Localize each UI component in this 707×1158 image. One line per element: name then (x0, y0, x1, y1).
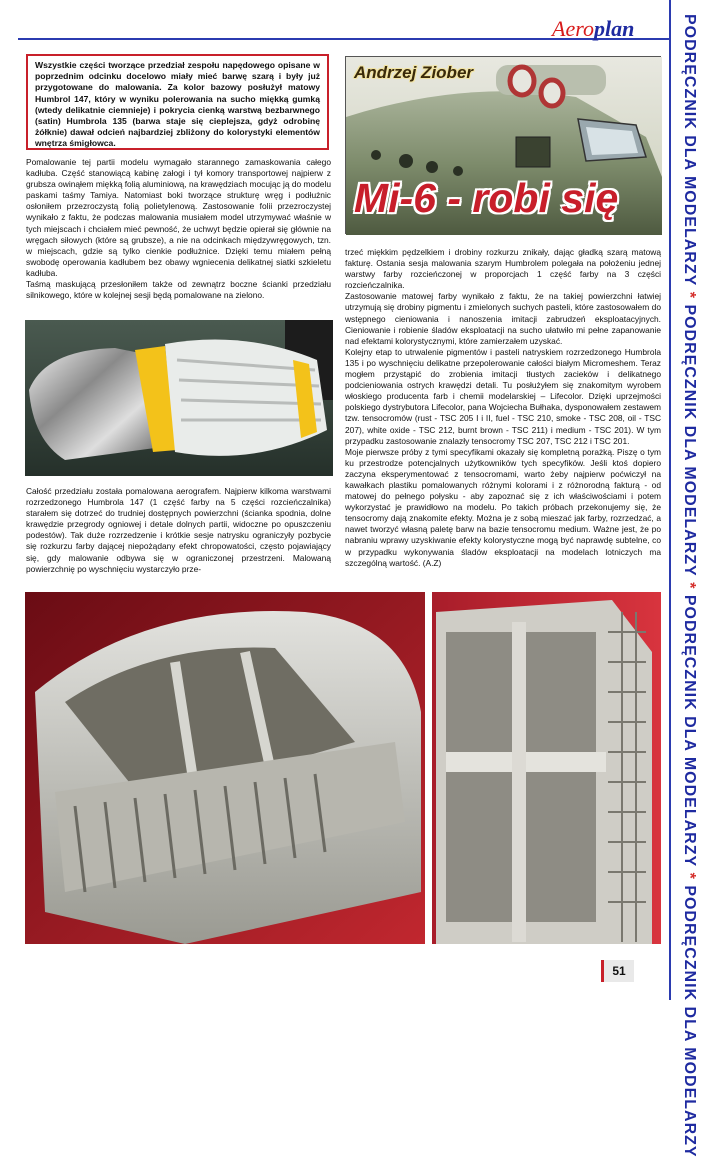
side-banner-text: PODRĘCZNIK DLA MODELARZY (681, 14, 698, 287)
left-column-text (26, 157, 331, 319)
masked-model-image (25, 320, 333, 476)
paragraph: Moje pierwsze próby z tymi specyfikami okazały się kompletną porażką. Piszę o tym ku przestrodze potencjalnych użytkowników tych specyfików. Jeśli ktoś dopiero zaczyna eksperymentować z tensocromami, warto żeby najpierw poćwiczył na kawałkach plastiku pomalowanych różnymi kolorami i z różnorodną fakturą - od matowej do pełnego połysku - aby zapoznać się z ich właściwościami i potem wykorzystać je prawidłowo na modelu. Po takich próbach przekonujemy się, że tensocromy dają znakomite efekty. Można je z sobą mieszać jak farby, rozrzedzać, a nawet tworzyć własną paletę barw na bazie tensocromu medium. Ważne jest, że po nabraniu wprawy uzyskiwanie efekty kolorystyczne mogą być naprawdę subtelne, co w przypadku wykonywania śladów eksploatacji na modelach lotniczych ma szczególną wartość. (A.Z) (345, 446, 661, 568)
side-banner-separator: * (681, 291, 698, 299)
interior-photo-left (25, 592, 425, 944)
bulkhead-interior-image (432, 592, 661, 944)
author-name: Andrzej Ziober (354, 63, 474, 82)
painted-interior-image (25, 592, 425, 944)
right-column-text (345, 247, 661, 577)
logo-plan: plan (593, 16, 635, 41)
article-title: Mi-6 - robi się (354, 175, 619, 221)
side-rule (669, 0, 671, 1000)
intro-box: Wszystkie części tworzące przedział zespołu napędowego opisane w poprzednim odcinku docelowo miały mieć barwę szarą i były już przygotowane do malowania. Za kolor bazowy posłużył matowy Humbrol 147, który w wyniku polerowania na sucho miękką gumką (wtedy delikatnie ciemnieje) i pokrycia cienką warstwą bezbarwnego (satin) Humbrola 135 (barwa staje się cieplejsza, gdyż odrobinę żółknie) dawał odcień najbardziej zbliżony do kolorystyki elementów wnętrza śmigłowca. (26, 54, 329, 150)
side-banner-text: PODRĘCZNIK DLA MODELARZY (681, 304, 698, 577)
paragraph: Zastosowanie matowej farby wynikało z faktu, że na takiej powierzchni łatwiej utrzymują się drobiny pigmentu i zmielonych suchych pasteli, które zastosowałem do wstępnego cieniowania i nanoszenia imitacji zabrudzeń eksploatacyjnych. Cieniowanie i robienie śladów eksploatacji na sucho ułatwiło mi pełne zapanowanie nad efektami kolorystycznymi, które zamierzałem uzyskać. (345, 291, 661, 346)
side-banner-text: PODRĘCZNIK DLA MODELARZY (681, 885, 698, 1158)
paragraph: trzeć miękkim pędzelkiem i drobiny rozkurzu znikały, dając gładką szarą matową fakturę. Ostania sesja malowania szarym Humbrolem polegała na położeniu jednej warstwy farby rozcieńczonej w proporcjach 1 część farby na 3 części rozcieńczalnika. (345, 247, 661, 291)
side-banner-separator: * (681, 872, 698, 880)
paragraph: Taśmą maskującą przesłoniłem także od zewnątrz boczne ścianki przedziału silnikowego, które w kolejnej sesji będą pomalowane na zielono. (26, 279, 331, 301)
logo-aero: Aero (552, 16, 594, 41)
side-banner-separator: * (681, 582, 698, 590)
masked-fuselage-photo (25, 320, 333, 476)
side-banner (676, 14, 702, 1158)
paragraph: Pomalowanie tej partii modelu wymagało starannego zamaskowania całego kadłuba. Część stanowiącą kabinę załogi i tył komory transportowej najpierw z grubsza owinąłem miękką folią aluminiową, na krawędziach mocując ją do modelu paskami taśmy Tamiya. Natomiast boki tworzące strukturę wręg i podłużnic osłoniłem przezroczystą folią polietylenową. Zastosowanie folii przezroczystej wynikało z faktu, że podczas malowania musiałem model utrzymywać właśnie w tych miejscach i chciałem mieć pewność, że uchwyt będzie opierał się głównie na wręgach siłowych (które są grubsze), a nie na odcinkach międzywręgowych, tzn. w miejscach, gdzie są tylko cienkie podłużnice. Dzięki temu miałem pełną swobodę operowania kadłubem bez obawy wgniecenia delikatnej siatki szkieletu kadłuba. (26, 157, 331, 278)
paragraph: Całość przedziału została pomalowana aerografem. Najpierw kilkoma warstwami rozrzedzonego Humbrola 147 (1 część farby na 5 części rozcieńczalnika) starałem się dotrzeć do trudniej dostępnych powierzchni (ścianka spodnia, dolne krawędzie przegrody ogniowej i detale dolnych partii, widoczne po opuszczeniu podestów). Tak duże rozrzedzenie i krótkie sesje natrysku ograniczyły pozbycie się rozkurzu farby dającej niepożądany efekt chropowatości, często pojawiający się, gdy malowanie odbywa się w ograniczonej przestrzeni. Malowaną powierzchnię po wyschnięciu wystarczyło prze- (26, 486, 331, 574)
side-banner-text: PODRĘCZNIK DLA MODELARZY (681, 594, 698, 868)
page-number: 51 (601, 960, 634, 982)
interior-photo-right (432, 592, 661, 944)
paragraph: Kolejny etap to utrwalenie pigmentów i pasteli natryskiem rozrzedzonego Humbrola 135 i po wyschnięciu delikatne przepolerowanie całości białym Micromeshem. Teraz mogłem przystąpić do zrobienia imitacji tłustych zacieków i delikatnego podcieniowania ostrych krawędzi detali. Tu posłużyłem się znakomitym wyrobem włoskiego producenta farb i chemii modelarskiej – Lifecolor. Dzięki uprzejmości polskiego dystrybutora Lifecolor, pana Wojciecha Bułhaka, dysponowałem zestawem tzw. tensocromów (rust - TSC 205 I i II, fuel - TSC 210, smoke - TSC 208, oil - TSC 207), white oxide - TSC 212, burnt brown - TSC 211) i medium - TSC 201). W tym przypadku zastosowanie znalazły tensocromy TSC 207, TSC 212 i TSC 201. (345, 346, 661, 446)
left-column-text-2 (26, 486, 331, 586)
magazine-logo (552, 16, 634, 42)
hero-photo (345, 56, 661, 234)
